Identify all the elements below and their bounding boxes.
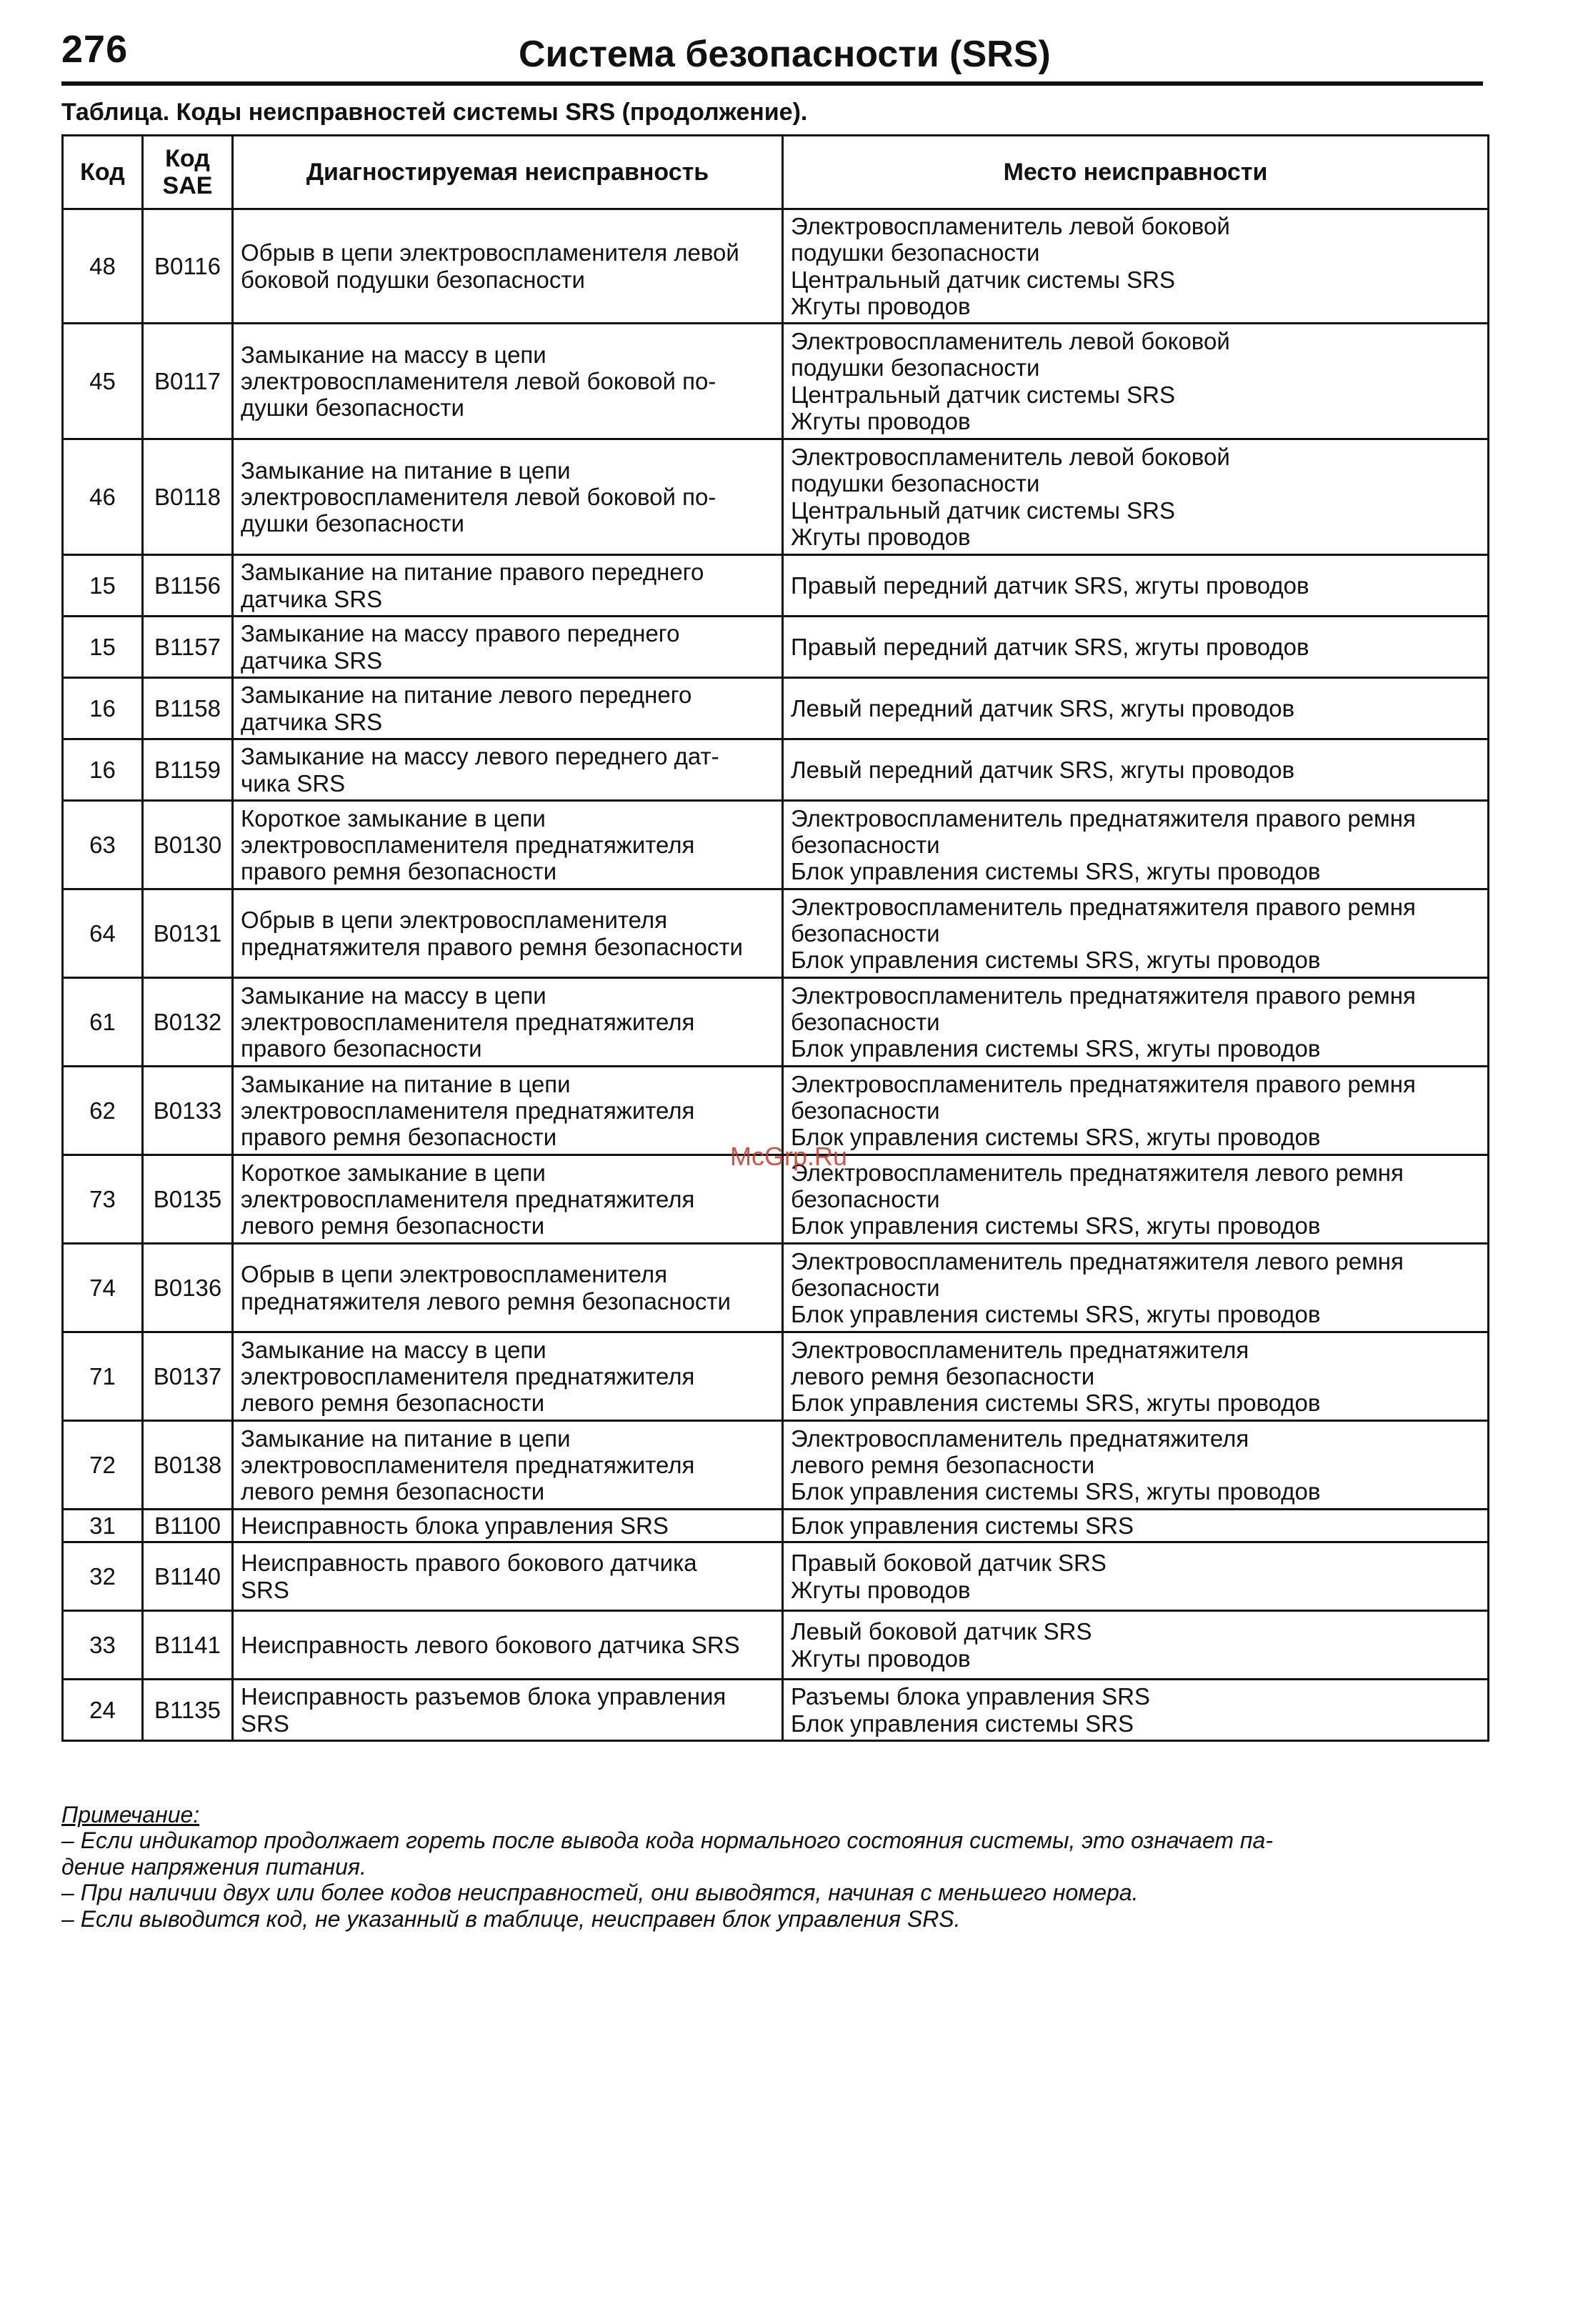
cell-code: 72: [63, 1421, 143, 1510]
notes-title: Примечание:: [61, 1802, 200, 1827]
note-line: – Если индикатор продолжает гореть после вывода кода нормального состояния системы, это означает па-: [61, 1827, 1273, 1854]
location-line: Блок управления системы SRS, жгуты проводов: [791, 1212, 1321, 1240]
location-line: безопасности: [791, 1274, 940, 1301]
fault-line: левого ремня безопасности: [241, 1390, 545, 1417]
cell-location: [783, 889, 1489, 978]
location-line: левого ремня безопасности: [791, 1451, 1095, 1478]
table-row: [63, 617, 1489, 678]
cell-code: 48: [63, 209, 143, 324]
cell-fault: [233, 1510, 783, 1542]
column-header-sae: [143, 136, 233, 209]
location-line: безопасности: [791, 1185, 940, 1212]
fault-line: Замыкание на питание в цепи: [241, 1070, 571, 1097]
cell-code: 45: [63, 324, 143, 439]
cell-sae-code: B0135: [143, 1155, 233, 1244]
location-line: Жгуты проводов: [791, 1576, 971, 1603]
cell-location: [783, 1611, 1489, 1680]
note-line: дение напряжения питания.: [61, 1853, 366, 1880]
location-line: Блок управления системы SRS, жгуты проводов: [791, 1478, 1321, 1505]
fault-line: Неисправность левого бокового датчика SRS: [241, 1631, 740, 1658]
fault-line: электровоспламенителя преднатяжителя: [241, 1451, 695, 1478]
notes-section: [61, 1802, 1490, 1932]
table-row: [63, 739, 1489, 801]
cell-location: [783, 209, 1489, 324]
table-row: [63, 439, 1489, 555]
fault-line: датчика SRS: [241, 647, 383, 674]
cell-sae-code: B1141: [143, 1611, 233, 1680]
cell-fault: [233, 324, 783, 439]
table-row: [63, 555, 1489, 617]
table-row: [63, 324, 1489, 439]
fault-line: боковой подушки безопасности: [241, 266, 585, 293]
cell-sae-code: B0118: [143, 439, 233, 555]
cell-code: 16: [63, 678, 143, 739]
table-row: [63, 678, 1489, 739]
column-header-sae-line1: Код: [165, 144, 210, 172]
cell-fault: [233, 209, 783, 324]
cell-location: [783, 1510, 1489, 1542]
cell-location: [783, 1542, 1489, 1611]
location-line: Левый боковой датчик SRS: [791, 1618, 1092, 1645]
table-row: [63, 1332, 1489, 1421]
location-line: Блок управления системы SRS, жгуты проводов: [791, 858, 1321, 885]
location-line: безопасности: [791, 831, 940, 858]
fault-line: Обрыв в цепи электровоспламенителя: [241, 1261, 668, 1288]
cell-location: [783, 555, 1489, 617]
cell-location: [783, 617, 1489, 678]
fault-line: SRS: [241, 1710, 289, 1737]
cell-code: 61: [63, 978, 143, 1067]
location-line: Электровоспламенитель преднатяжителя левого ремня: [791, 1247, 1404, 1275]
location-line: безопасности: [791, 1097, 940, 1124]
page-title: Система безопасности (SRS): [519, 34, 1051, 75]
column-header-code: Код: [63, 136, 143, 209]
cell-fault: [233, 978, 783, 1067]
cell-code: 15: [63, 617, 143, 678]
table-header-row: [63, 136, 1489, 209]
table-row: [63, 1244, 1489, 1332]
table-row: [63, 1510, 1489, 1542]
fault-line: Замыкание на питание в цепи: [241, 1425, 571, 1452]
fault-line: чика SRS: [241, 769, 346, 797]
location-line: Электровоспламенитель преднатяжителя: [791, 1336, 1249, 1363]
cell-code: 74: [63, 1244, 143, 1332]
cell-fault: [233, 1680, 783, 1741]
cell-fault: [233, 1155, 783, 1244]
fault-line: Замыкание на питание правого переднего: [241, 559, 704, 586]
cell-sae-code: B1157: [143, 617, 233, 678]
location-line: Центральный датчик системы SRS: [791, 497, 1175, 524]
fault-line: Неисправность разъемов блока управления: [241, 1683, 726, 1710]
column-header-location: Место неисправности: [783, 136, 1489, 209]
note-line: – Если выводится код, не указанный в таблице, неисправен блок управления SRS.: [61, 1905, 961, 1932]
cell-fault: [233, 1244, 783, 1332]
location-line: Разъемы блока управления SRS: [791, 1683, 1150, 1710]
fault-line: электровоспламенителя преднатяжителя: [241, 1185, 695, 1212]
fault-line: электровоспламенителя преднатяжителя: [241, 1008, 695, 1035]
table-row: [63, 978, 1489, 1067]
fault-line: электровоспламенителя левой боковой по-: [241, 367, 716, 394]
cell-fault: [233, 1067, 783, 1155]
location-line: Блок управления системы SRS, жгуты проводов: [791, 1301, 1321, 1328]
cell-sae-code: B0138: [143, 1421, 233, 1510]
cell-code: 32: [63, 1542, 143, 1611]
cell-fault: [233, 801, 783, 889]
table-body: [63, 209, 1489, 1741]
table-row: [63, 1680, 1489, 1741]
location-line: Блок управления системы SRS, жгуты проводов: [791, 1390, 1321, 1417]
table-row: [63, 1611, 1489, 1680]
cell-location: [783, 1067, 1489, 1155]
fault-line: Замыкание на питание левого переднего: [241, 682, 692, 709]
page-number: 276: [61, 28, 129, 71]
location-line: безопасности: [791, 1008, 940, 1035]
cell-location: [783, 801, 1489, 889]
table-row: [63, 889, 1489, 978]
note-line: – При наличии двух или более кодов неисправностей, они выводятся, начиная с меньшего номера.: [61, 1880, 1139, 1906]
cell-sae-code: B0131: [143, 889, 233, 978]
table-row: [63, 209, 1489, 324]
location-line: Левый передний датчик SRS, жгуты проводов: [791, 694, 1295, 722]
fault-line: правого ремня безопасности: [241, 1124, 557, 1151]
location-line: Блок управления системы SRS: [791, 1710, 1134, 1737]
cell-code: 33: [63, 1611, 143, 1680]
fault-line: Замыкание на питание в цепи: [241, 457, 571, 484]
location-line: Жгуты проводов: [791, 292, 971, 319]
cell-sae-code: B0137: [143, 1332, 233, 1421]
fault-line: датчика SRS: [241, 708, 383, 735]
location-line: Электровоспламенитель преднатяжителя правого ремня: [791, 804, 1416, 832]
cell-code: 46: [63, 439, 143, 555]
fault-line: датчика SRS: [241, 585, 383, 612]
cell-location: [783, 1155, 1489, 1244]
location-line: Жгуты проводов: [791, 407, 971, 434]
cell-sae-code: B0116: [143, 209, 233, 324]
fault-line: преднатяжителя правого ремня безопасности: [241, 933, 743, 960]
fault-line: душки безопасности: [241, 510, 464, 537]
fault-line: Обрыв в цепи электровоспламенителя левой: [241, 239, 739, 266]
cell-fault: [233, 555, 783, 617]
cell-code: 63: [63, 801, 143, 889]
location-line: левого ремня безопасности: [791, 1362, 1095, 1390]
location-line: Блок управления системы SRS, жгуты проводов: [791, 1035, 1321, 1062]
cell-sae-code: B1158: [143, 678, 233, 739]
watermark: McGrp.Ru: [730, 1142, 848, 1171]
cell-sae-code: B1135: [143, 1680, 233, 1741]
location-line: Левый передний датчик SRS, жгуты проводов: [791, 756, 1295, 783]
cell-fault: [233, 1332, 783, 1421]
cell-sae-code: B0133: [143, 1067, 233, 1155]
location-line: Электровоспламенитель преднатяжителя правого ремня: [791, 893, 1416, 920]
table-row: [63, 1542, 1489, 1611]
location-line: безопасности: [791, 919, 940, 947]
cell-code: 15: [63, 555, 143, 617]
cell-code: 24: [63, 1680, 143, 1741]
location-line: Центральный датчик системы SRS: [791, 266, 1175, 293]
cell-location: [783, 439, 1489, 555]
cell-fault: [233, 678, 783, 739]
srs-fault-codes-table: [61, 134, 1489, 1742]
fault-line: правого ремня безопасности: [241, 858, 557, 885]
fault-line: электровоспламенителя левой боковой по-: [241, 483, 716, 510]
location-line: Электровоспламенитель преднатяжителя левого ремня: [791, 1159, 1404, 1186]
location-line: Блок управления системы SRS: [791, 1512, 1134, 1539]
column-header-fault: Диагностируемая неисправность: [233, 136, 783, 209]
table-row: [63, 801, 1489, 889]
cell-fault: [233, 1542, 783, 1611]
cell-fault: [233, 1421, 783, 1510]
location-line: подушки безопасности: [791, 470, 1040, 497]
cell-location: [783, 1332, 1489, 1421]
location-line: подушки безопасности: [791, 239, 1040, 266]
location-line: Центральный датчик системы SRS: [791, 381, 1175, 408]
cell-fault: [233, 889, 783, 978]
fault-line: Замыкание на массу в цепи: [241, 982, 546, 1009]
cell-location: [783, 739, 1489, 801]
cell-sae-code: B1140: [143, 1542, 233, 1611]
location-line: Правый передний датчик SRS, жгуты проводов: [791, 572, 1309, 599]
fault-line: левого ремня безопасности: [241, 1212, 545, 1240]
cell-fault: [233, 1611, 783, 1680]
location-line: Электровоспламенитель левой боковой: [791, 212, 1230, 239]
fault-line: электровоспламенителя преднатяжителя: [241, 1362, 695, 1390]
page-header: [61, 21, 1483, 86]
cell-sae-code: B1156: [143, 555, 233, 617]
cell-sae-code: B0136: [143, 1244, 233, 1332]
fault-line: Замыкание на массу в цепи: [241, 341, 546, 368]
location-line: Жгуты проводов: [791, 523, 971, 550]
cell-code: 71: [63, 1332, 143, 1421]
fault-line: преднатяжителя левого ремня безопасности: [241, 1287, 731, 1315]
fault-line: Короткое замыкание в цепи: [241, 1159, 546, 1186]
location-line: Правый передний датчик SRS, жгуты проводов: [791, 633, 1309, 660]
fault-line: Замыкание на массу левого переднего дат-: [241, 743, 719, 770]
fault-line: Неисправность блока управления SRS: [241, 1512, 669, 1539]
cell-sae-code: B0117: [143, 324, 233, 439]
fault-line: Замыкание на массу в цепи: [241, 1336, 546, 1363]
cell-location: [783, 1244, 1489, 1332]
fault-line: левого ремня безопасности: [241, 1478, 545, 1505]
location-line: Электровоспламенитель преднатяжителя правого ремня: [791, 982, 1416, 1009]
fault-line: SRS: [241, 1576, 289, 1603]
cell-location: [783, 1680, 1489, 1741]
cell-code: 64: [63, 889, 143, 978]
cell-location: [783, 324, 1489, 439]
cell-location: [783, 978, 1489, 1067]
fault-line: Замыкание на массу правого переднего: [241, 620, 680, 647]
table-row: [63, 1421, 1489, 1510]
fault-line: электровоспламенителя преднатяжителя: [241, 831, 695, 858]
cell-fault: [233, 739, 783, 801]
fault-line: душки безопасности: [241, 394, 464, 422]
cell-location: [783, 678, 1489, 739]
fault-line: Неисправность правого бокового датчика: [241, 1550, 697, 1577]
location-line: Электровоспламенитель левой боковой: [791, 327, 1230, 354]
cell-location: [783, 1421, 1489, 1510]
location-line: Жгуты проводов: [791, 1645, 971, 1672]
cell-fault: [233, 439, 783, 555]
location-line: Правый боковой датчик SRS: [791, 1550, 1107, 1577]
table-caption: Таблица. Коды неисправностей системы SRS (продолжение).: [61, 99, 808, 126]
fault-line: Короткое замыкание в цепи: [241, 804, 546, 832]
fault-line: правого безопасности: [241, 1035, 482, 1062]
location-line: Блок управления системы SRS, жгуты проводов: [791, 947, 1321, 974]
cell-code: 73: [63, 1155, 143, 1244]
cell-code: 31: [63, 1510, 143, 1542]
fault-line: электровоспламенителя преднатяжителя: [241, 1097, 695, 1124]
location-line: Электровоспламенитель преднатяжителя: [791, 1425, 1249, 1452]
location-line: Электровоспламенитель преднатяжителя правого ремня: [791, 1070, 1416, 1097]
location-line: Блок управления системы SRS, жгуты проводов: [791, 1124, 1321, 1151]
cell-fault: [233, 617, 783, 678]
cell-sae-code: B0132: [143, 978, 233, 1067]
cell-code: 62: [63, 1067, 143, 1155]
fault-line: Обрыв в цепи электровоспламенителя: [241, 907, 668, 934]
cell-sae-code: B1159: [143, 739, 233, 801]
location-line: подушки безопасности: [791, 354, 1040, 381]
cell-sae-code: B1100: [143, 1510, 233, 1542]
location-line: Электровоспламенитель левой боковой: [791, 443, 1230, 470]
cell-code: 16: [63, 739, 143, 801]
column-header-sae-line2: SAE: [162, 172, 213, 199]
cell-sae-code: B0130: [143, 801, 233, 889]
